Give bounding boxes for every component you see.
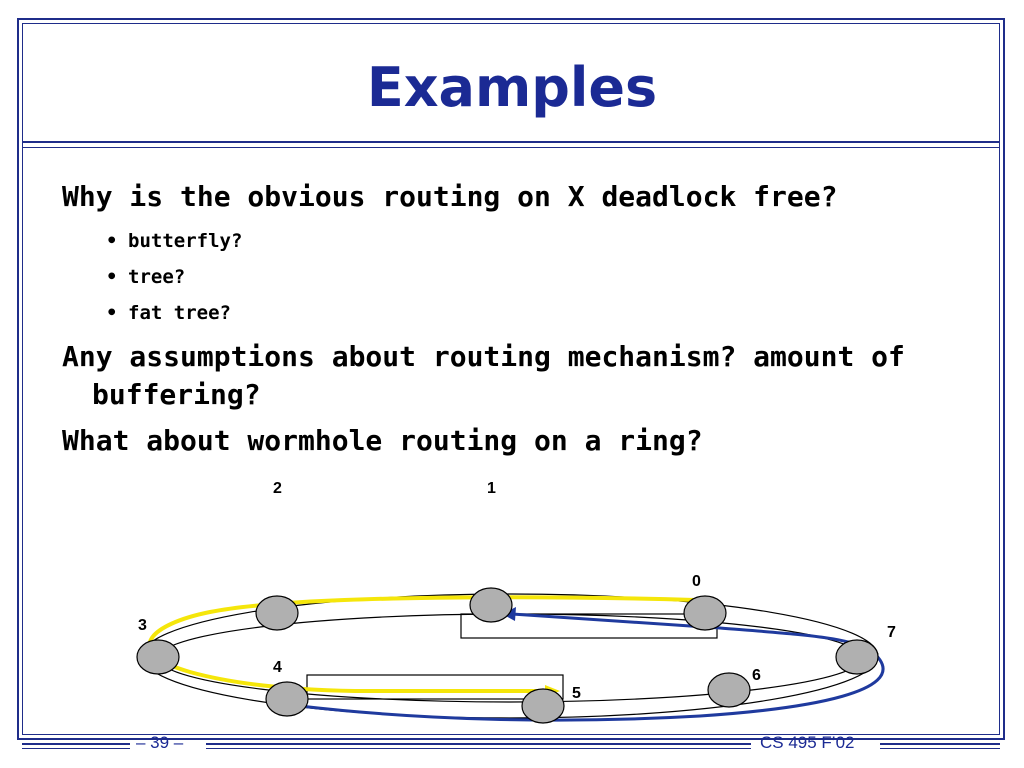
blue-route-path (300, 614, 883, 720)
question-assumptions: Any assumptions about routing mechanism? amount of (62, 340, 905, 373)
node-3 (137, 640, 179, 674)
question-assumptions-cont: buffering? (92, 378, 261, 411)
course-label: CS 495 F’02 (760, 733, 855, 752)
question-deadlock-free: Why is the obvious routing on X deadlock free? (62, 180, 838, 213)
ring-inner (158, 614, 862, 702)
bullet-label: fat tree? (128, 302, 231, 324)
bullet-dot: • (106, 266, 118, 288)
bullet-label: tree? (128, 266, 186, 288)
footer-rule-right-thin (880, 748, 1000, 749)
question-wormhole-ring: What about wormhole routing on a ring? (62, 424, 703, 457)
node-label-1: 1 (487, 480, 496, 497)
footer-rule-left (22, 743, 130, 745)
node-0 (684, 596, 726, 630)
slide-title: Examples (366, 56, 658, 119)
node-5 (522, 689, 564, 723)
node-label-3: 3 (138, 617, 147, 634)
footer-rule-left-thin (22, 748, 130, 749)
bullet-label: butterfly? (128, 230, 243, 252)
buffer-box-lower (307, 675, 563, 699)
node-label-2: 2 (273, 480, 282, 497)
node-label-0: 0 (692, 573, 701, 590)
node-1 (470, 588, 512, 622)
footer-rule-right (880, 743, 1000, 745)
node-2 (256, 596, 298, 630)
bullet-dot: • (106, 302, 118, 324)
node-7 (836, 640, 878, 674)
footer-rule-middle (206, 743, 751, 745)
node-label-4: 4 (273, 659, 282, 676)
node-label-7: 7 (887, 624, 896, 641)
yellow-route-path (150, 597, 695, 691)
node-6 (708, 673, 750, 707)
bullet-dot: • (106, 230, 118, 252)
node-label-6: 6 (752, 667, 761, 684)
footer-rule-middle-thin (206, 748, 751, 749)
node-4 (266, 682, 308, 716)
node-label-5: 5 (572, 685, 581, 702)
page-number: – 39 – (136, 733, 184, 752)
